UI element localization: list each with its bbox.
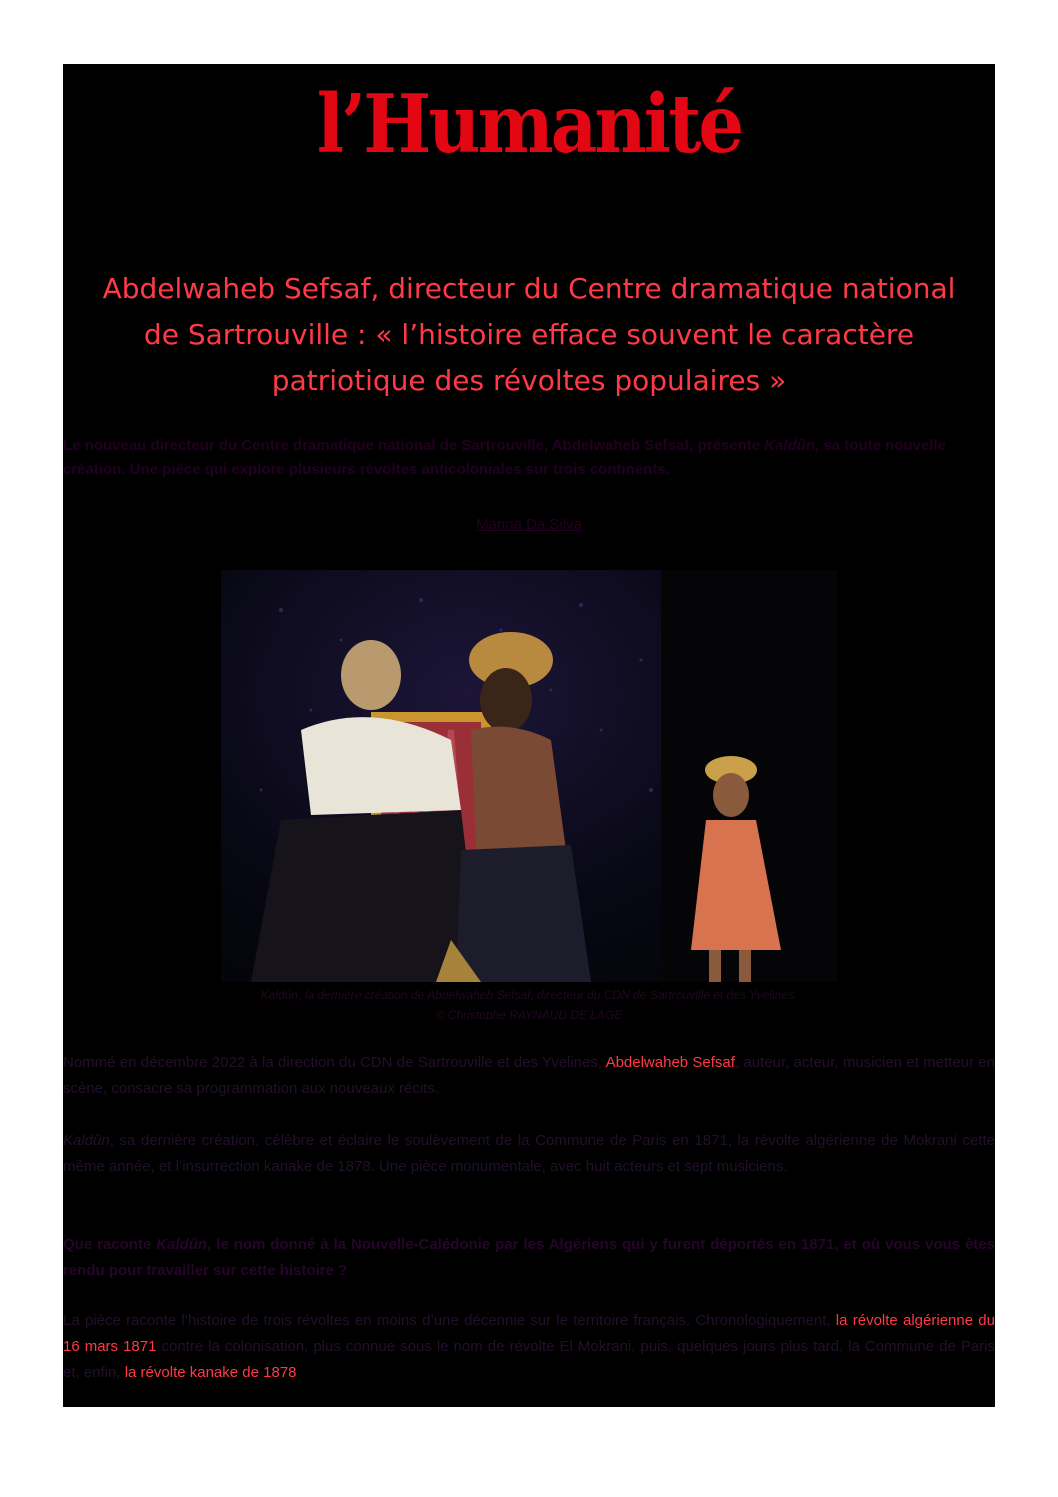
p1-text-before: Nommé en décembre 2022 à la direction du CDN de Sartrouville et des Yvelines, (63, 1054, 606, 1071)
author-name-link[interactable]: Abdelwaheb Sefsaf (605, 1054, 735, 1071)
caption-line-1: Kaldûn, la dernière création de Abdelwaheb Sefsaf, directeur du CDN de Sartrouville et des Yvelines. (260, 988, 798, 1002)
stage-photo-illustration (221, 570, 837, 982)
caption-credit: © Christophe RAYNAUD DE LAGE (435, 1008, 623, 1022)
p1-text-after: , auteur, acteur, musicien et metteur en scène, consacre sa programmation aux nouveaux récits. (63, 1054, 995, 1097)
question-text-after: , le nom donné à la Nouvelle-Calédonie par les Algériens qui y furent déportés en 1871, et où vous vous êtes rendu pour travailler sur cette histoire ? (63, 1236, 995, 1279)
p2-play-title: Kaldûn (63, 1132, 110, 1149)
article-page (63, 64, 995, 1407)
p4-text-a: La pièce raconte l’histoire de trois révoltes en moins d’une décennie sur le territoire français. Chronologiquement, (63, 1312, 836, 1329)
lead-text-after: sa toute nouvelle création. Une pièce qui explore plusieurs révoltes anticoloniales sur trois continents. (63, 437, 946, 478)
interview-question (63, 1232, 995, 1284)
kanak-revolt-link[interactable]: la révolte kanake de 1878 (124, 1364, 297, 1381)
paragraph-1 (63, 1050, 995, 1102)
lead-play-title: Kaldûn, (764, 437, 820, 454)
p4-text-b: contre la colonisation, plus connue sous le nom de révolte El Mokrani, puis, quelques jours plus tard, la Commune de Paris et, enfin, (63, 1338, 995, 1381)
paragraph-4 (63, 1308, 995, 1386)
p2-text: , sa dernière création, célèbre et éclaire le soulèvement de la Commune de Paris en 1871, la révolte algérienne de Mokrani cette même année, et l’insurrection kanake de 1878. Une pièce monumentale, avec huit acteurs et sept musiciens. (63, 1132, 995, 1175)
question-play-title: Kaldûn (156, 1236, 208, 1253)
paragraph-2 (63, 1128, 995, 1180)
photo-caption (63, 985, 995, 1025)
article-headline: Abdelwaheb Sefsaf, directeur du Centre dramatique national de Sartrouville : « l’histoire efface souvent le caractère patriotique des révoltes populaires » (102, 272, 956, 397)
article-lead (63, 434, 995, 482)
algerian-revolt-link[interactable]: la révolte algérienne du 16 mars 1871 (63, 1312, 995, 1355)
question-text-before: Que raconte (63, 1236, 157, 1253)
stage-photo (221, 570, 837, 982)
author-byline-link[interactable]: Marina Da Silva (476, 516, 582, 533)
newspaper-logo[interactable]: l’Humanité (316, 75, 742, 172)
lead-text-before: Le nouveau directeur du Centre dramatique national de Sartrouville, Abdelwaheb Sefsaf, présente (63, 437, 765, 454)
